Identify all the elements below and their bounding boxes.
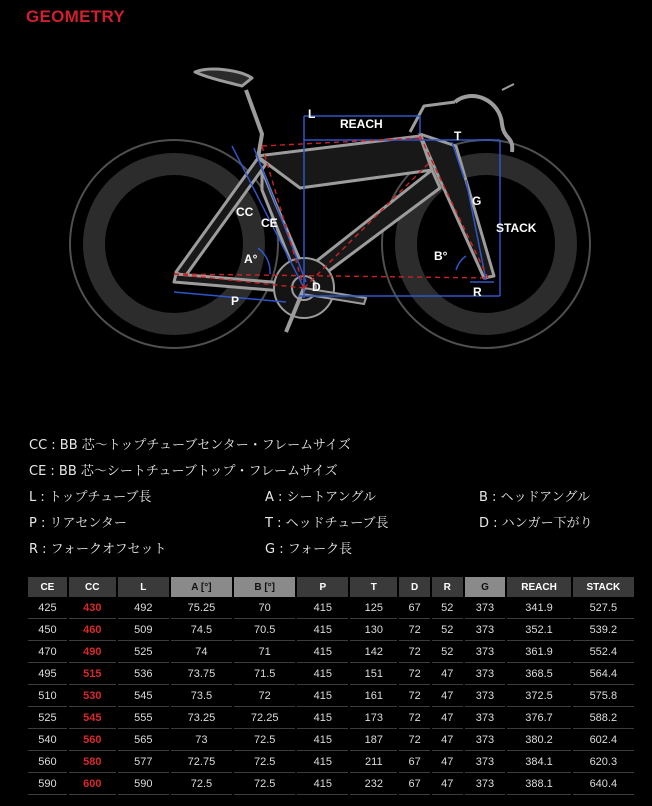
- legend-row: [29, 534, 649, 560]
- legend-d: D : ハンガー下がり: [479, 515, 593, 531]
- table-cell: 72: [399, 707, 430, 729]
- page-title: GEOMETRY: [26, 7, 126, 26]
- table-cell: 72.75: [171, 751, 232, 773]
- table-cell: 373: [465, 619, 506, 641]
- table-cell: 376.7: [507, 707, 570, 729]
- table-cell: 70.5: [234, 619, 295, 641]
- legend-b: B : ヘッドアングル: [479, 489, 591, 505]
- table-cell: 580: [69, 751, 116, 773]
- table-header-row: [28, 577, 634, 597]
- label-cc: CC: [236, 205, 254, 219]
- table-cell: 211: [350, 751, 397, 773]
- table-cell: 430: [69, 597, 116, 619]
- bike-geometry-diagram: [0, 30, 652, 420]
- table-row: [28, 773, 634, 795]
- table-cell: 73: [171, 729, 232, 751]
- col-header-t: T: [350, 577, 397, 597]
- table-cell: 415: [297, 751, 348, 773]
- table-cell: 173: [350, 707, 397, 729]
- table-cell: 552.4: [573, 641, 634, 663]
- table-cell: 75.25: [171, 597, 232, 619]
- table-cell: 52: [432, 641, 463, 663]
- label-b: B°: [434, 249, 448, 263]
- table-cell: 590: [118, 773, 169, 795]
- table-cell: 52: [432, 597, 463, 619]
- label-g: G: [472, 194, 482, 208]
- col-header-reach: REACH: [507, 577, 570, 597]
- table-cell: 373: [465, 641, 506, 663]
- table-cell: 373: [465, 729, 506, 751]
- table-cell: 72: [399, 663, 430, 685]
- legend-cc: CC : BB 芯〜トップチューブセンター・フレームサイズ: [29, 437, 351, 453]
- table-cell: 588.2: [573, 707, 634, 729]
- table-cell: 640.4: [573, 773, 634, 795]
- table-cell: 373: [465, 751, 506, 773]
- table-cell: 72.5: [234, 751, 295, 773]
- table-cell: 540: [28, 729, 67, 751]
- table-cell: 415: [297, 641, 348, 663]
- table-cell: 67: [399, 597, 430, 619]
- table-cell: 73.5: [171, 685, 232, 707]
- table-cell: 72: [234, 685, 295, 707]
- col-header-d: D: [399, 577, 430, 597]
- table-cell: 73.75: [171, 663, 232, 685]
- table-cell: 373: [465, 663, 506, 685]
- table-cell: 67: [399, 751, 430, 773]
- legend-r: R : フォークオフセット: [29, 541, 167, 557]
- legend-t: T : ヘッドチューブ長: [265, 515, 389, 531]
- table-cell: 71.5: [234, 663, 295, 685]
- table-cell: 525: [28, 707, 67, 729]
- col-header-l: L: [118, 577, 169, 597]
- table-cell: 415: [297, 663, 348, 685]
- table-cell: 72: [399, 641, 430, 663]
- table-cell: 530: [69, 685, 116, 707]
- table-cell: 536: [118, 663, 169, 685]
- table-row: [28, 641, 634, 663]
- table-row: [28, 707, 634, 729]
- legend-ce: CE : BB 芯〜シートチューブトップ・フレームサイズ: [29, 463, 338, 479]
- table-cell: 341.9: [507, 597, 570, 619]
- table-cell: 368.5: [507, 663, 570, 685]
- geometry-table: [26, 577, 636, 795]
- table-body: [28, 597, 634, 795]
- col-header-b: B [°]: [234, 577, 295, 597]
- table-cell: 600: [69, 773, 116, 795]
- table-cell: 72.25: [234, 707, 295, 729]
- table-cell: 492: [118, 597, 169, 619]
- table-row: [28, 663, 634, 685]
- table-cell: 72.5: [171, 773, 232, 795]
- table-cell: 47: [432, 663, 463, 685]
- col-header-stack: STACK: [573, 577, 634, 597]
- table-cell: 361.9: [507, 641, 570, 663]
- table-cell: 352.1: [507, 619, 570, 641]
- table-cell: 590: [28, 773, 67, 795]
- table-cell: 373: [465, 685, 506, 707]
- table-cell: 373: [465, 707, 506, 729]
- table-row: [28, 619, 634, 641]
- table-cell: 470: [28, 641, 67, 663]
- table-cell: 510: [28, 685, 67, 707]
- table-cell: 72.5: [234, 773, 295, 795]
- table-row: [28, 597, 634, 619]
- table-cell: 415: [297, 773, 348, 795]
- table-cell: 415: [297, 619, 348, 641]
- table-cell: 52: [432, 619, 463, 641]
- table-cell: 47: [432, 751, 463, 773]
- table-cell: 560: [69, 729, 116, 751]
- table-cell: 450: [28, 619, 67, 641]
- table-cell: 161: [350, 685, 397, 707]
- table-cell: 560: [28, 751, 67, 773]
- table-cell: 460: [69, 619, 116, 641]
- label-l: L: [308, 107, 316, 121]
- table-cell: 72: [399, 685, 430, 707]
- table-cell: 509: [118, 619, 169, 641]
- legend-row: [29, 482, 649, 508]
- legend-p: P : リアセンター: [29, 515, 127, 531]
- table-cell: 142: [350, 641, 397, 663]
- col-header-g: G: [465, 577, 506, 597]
- table-cell: 555: [118, 707, 169, 729]
- legend: [29, 430, 649, 560]
- table-cell: 545: [118, 685, 169, 707]
- table-cell: 67: [399, 773, 430, 795]
- table-row: [28, 751, 634, 773]
- legend-row: [29, 430, 649, 456]
- legend-l: L : トップチューブ長: [29, 489, 152, 505]
- legend-g: G : フォーク長: [265, 541, 353, 557]
- col-header-p: P: [297, 577, 348, 597]
- table-cell: 415: [297, 597, 348, 619]
- table-cell: 415: [297, 685, 348, 707]
- legend-row: [29, 508, 649, 534]
- table-cell: 539.2: [573, 619, 634, 641]
- table-cell: 490: [69, 641, 116, 663]
- table-cell: 388.1: [507, 773, 570, 795]
- table-cell: 575.8: [573, 685, 634, 707]
- table-cell: 425: [28, 597, 67, 619]
- table-cell: 72: [399, 729, 430, 751]
- table-cell: 125: [350, 597, 397, 619]
- label-p: P: [231, 294, 240, 308]
- label-d: D: [312, 280, 321, 294]
- table-cell: 564.4: [573, 663, 634, 685]
- table-cell: 74: [171, 641, 232, 663]
- table-cell: 525: [118, 641, 169, 663]
- label-a: A°: [244, 252, 258, 266]
- table-cell: 74.5: [171, 619, 232, 641]
- label-r: R: [473, 285, 482, 299]
- table-cell: 130: [350, 619, 397, 641]
- table-cell: 151: [350, 663, 397, 685]
- table-row: [28, 729, 634, 751]
- table-cell: 47: [432, 773, 463, 795]
- table-cell: 232: [350, 773, 397, 795]
- table-cell: 527.5: [573, 597, 634, 619]
- label-t: T: [454, 129, 462, 143]
- table-cell: 620.3: [573, 751, 634, 773]
- table-cell: 372.5: [507, 685, 570, 707]
- table-cell: 373: [465, 597, 506, 619]
- table-cell: 72.5: [234, 729, 295, 751]
- col-header-r: R: [432, 577, 463, 597]
- col-header-ce: CE: [28, 577, 67, 597]
- crankset: [274, 258, 366, 332]
- table-cell: 495: [28, 663, 67, 685]
- table-cell: 373: [465, 773, 506, 795]
- col-header-a: A [°]: [171, 577, 232, 597]
- table-cell: 47: [432, 685, 463, 707]
- table-cell: 72: [399, 619, 430, 641]
- table-cell: 415: [297, 729, 348, 751]
- table-cell: 415: [297, 707, 348, 729]
- table-cell: 47: [432, 729, 463, 751]
- table-cell: 565: [118, 729, 169, 751]
- table-cell: 71: [234, 641, 295, 663]
- table-cell: 577: [118, 751, 169, 773]
- table-cell: 384.1: [507, 751, 570, 773]
- table-cell: 47: [432, 707, 463, 729]
- label-stack: STACK: [496, 221, 537, 235]
- table-cell: 187: [350, 729, 397, 751]
- table-row: [28, 685, 634, 707]
- table-cell: 70: [234, 597, 295, 619]
- table-cell: 545: [69, 707, 116, 729]
- table-cell: 515: [69, 663, 116, 685]
- legend-a: A : シートアングル: [265, 489, 376, 505]
- table-cell: 380.2: [507, 729, 570, 751]
- table-cell: 73.25: [171, 707, 232, 729]
- legend-row: [29, 456, 649, 482]
- table-cell: 602.4: [573, 729, 634, 751]
- label-ce: CE: [261, 216, 278, 230]
- col-header-cc: CC: [69, 577, 116, 597]
- label-reach: REACH: [340, 117, 383, 131]
